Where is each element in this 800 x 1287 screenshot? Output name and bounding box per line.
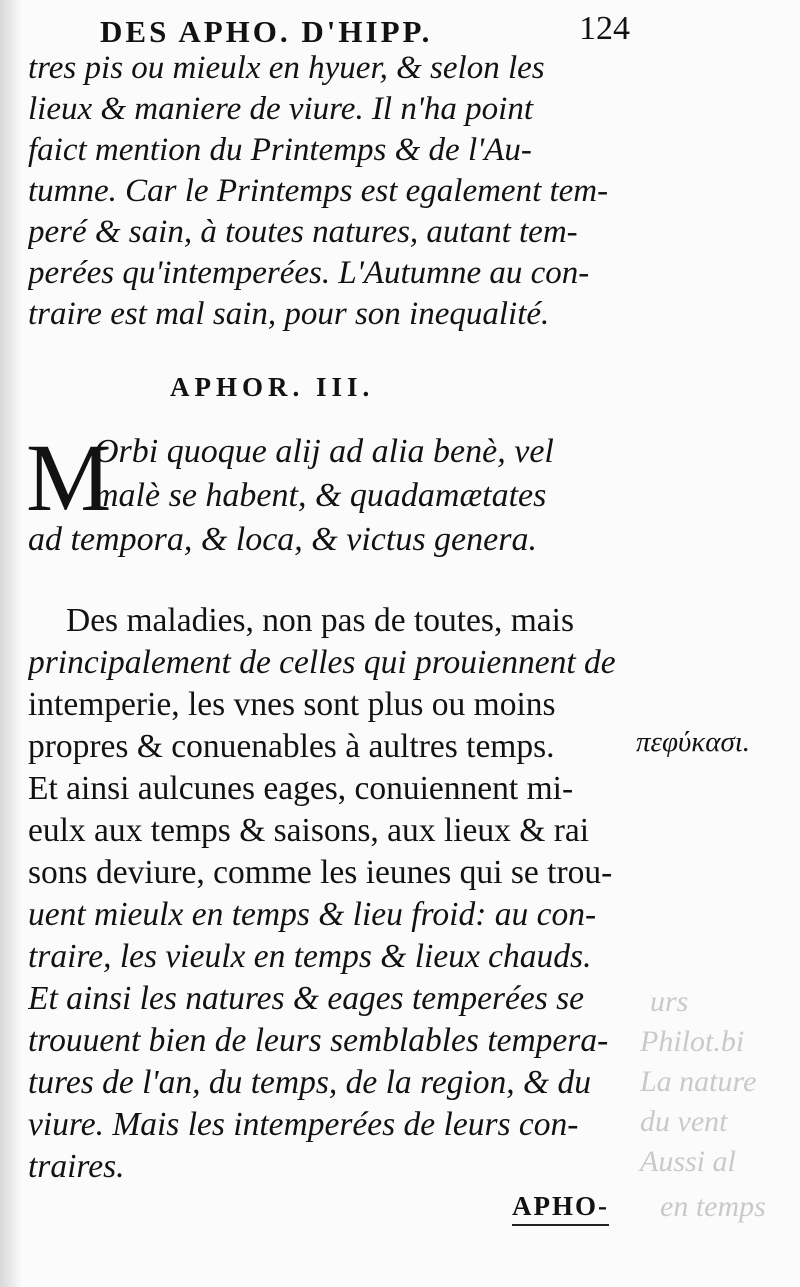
french-commentary (28, 600, 630, 1188)
text-line: Et ainsi les natures & eages temperées se (28, 980, 585, 1017)
text-line: traire est mal sain, pour son inequalité. (28, 296, 550, 332)
latin-aphorism (26, 424, 630, 562)
latin-line: ad tempora, & loca, & victus genera. (28, 521, 537, 558)
text-line: intemperie, les vnes sont plus ou moins (28, 686, 556, 723)
text-line: Des maladies, non pas de toutes, mais (66, 602, 574, 639)
bleedthrough-text: Philot.bi (640, 1025, 745, 1058)
marginal-note: πεφύκασι. (636, 726, 751, 758)
text-line: viure. Mais les intemperées de leurs con- (28, 1106, 579, 1143)
text-line: eulx aux temps & saisons, aux lieux & rai (28, 812, 590, 849)
page-number: 124 (579, 10, 630, 47)
text-line: Et ainsi aulcunes eages, conuiennent mi- (28, 770, 574, 807)
text-line: trouuent bien de leurs semblables tempera- (28, 1022, 609, 1059)
text-line: lieux & maniere de viure. Il n'ha point (28, 91, 533, 127)
text-line: sons deviure, comme les ieunes qui se trou- (28, 854, 613, 891)
latin-line: malè se habent, & quadamætates (94, 477, 547, 514)
previous-commentary (28, 48, 630, 335)
text-line: tures de l'an, du temps, de la region, & du (28, 1064, 591, 1101)
bleedthrough-text: du vent (640, 1105, 728, 1138)
text-line: propres & conuenables à aultres temps. (28, 728, 555, 765)
bleedthrough-text: Aussi al (640, 1145, 736, 1178)
catchword: APHO- (512, 1191, 609, 1226)
text-line: faict mention du Printemps & de l'Au- (28, 132, 532, 168)
running-head-title: DES APHO. D'HIPP. (100, 14, 433, 49)
drop-cap: M (26, 424, 112, 531)
bleedthrough-text: La nature (640, 1065, 757, 1098)
running-head (100, 10, 640, 50)
text-line: principalement de celles qui prouiennent de (28, 644, 616, 681)
text-line: traire, les vieulx en temps & lieux chauds. (28, 938, 592, 975)
gutter-shadow (0, 0, 22, 1287)
bleedthrough-text: en temps (660, 1190, 766, 1223)
text-line: tumne. Car le Printemps est egalement tem- (28, 173, 609, 209)
text-line: peré & sain, à toutes natures, autant tem- (28, 214, 578, 250)
text-line: tres pis ou mieulx en hyuer, & selon les (28, 50, 545, 86)
text-line: uent mieulx en temps & lieu froid: au con- (28, 896, 597, 933)
text-line: traires. (28, 1148, 125, 1185)
bleedthrough-text: urs (650, 985, 689, 1018)
latin-line: Orbi quoque alij ad alia benè, vel (94, 433, 554, 470)
aphorism-heading: APHOR. III. (170, 372, 375, 402)
text-line: perées qu'intemperées. L'Autumne au con- (28, 255, 590, 291)
